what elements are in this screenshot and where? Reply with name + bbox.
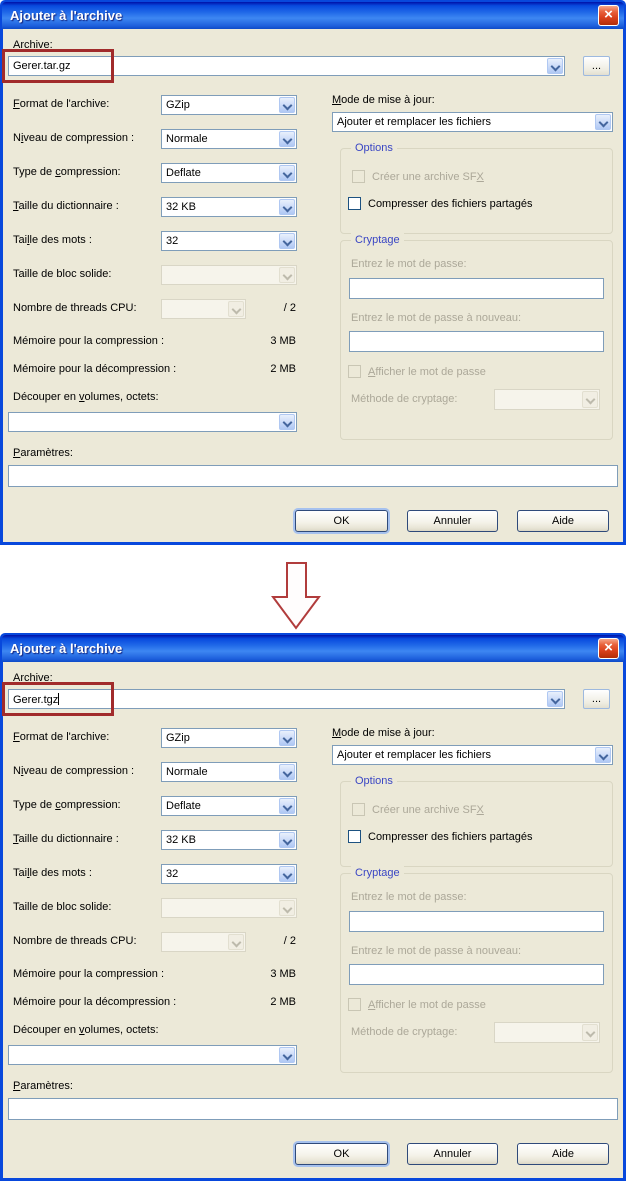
- password-label: Entrez le mot de passe:: [351, 258, 467, 270]
- password-reenter-label: Entrez le mot de passe à nouveau:: [351, 312, 521, 324]
- password-reenter-input: [349, 331, 604, 352]
- memory-decompress-value: 2 MB: [270, 363, 296, 375]
- help-button[interactable]: Aide: [517, 1143, 609, 1165]
- show-password-label: Afficher le mot de passe: [368, 999, 486, 1011]
- memory-compress-value: 3 MB: [270, 335, 296, 347]
- down-arrow-shape: [273, 563, 319, 628]
- sfx-checkbox: [352, 803, 365, 816]
- encryption-group-title: Cryptage: [351, 233, 404, 247]
- level-combobox[interactable]: Normale: [161, 129, 297, 149]
- word-size-label: Taille des mots :: [13, 867, 92, 879]
- solid-block-label: Taille de bloc solide:: [13, 268, 112, 280]
- show-password-checkbox: [348, 365, 361, 378]
- cpu-threads-label: Nombre de threads CPU:: [13, 302, 137, 314]
- dictionary-combobox[interactable]: 32 KB: [161, 197, 297, 217]
- password-label: Entrez le mot de passe:: [351, 891, 467, 903]
- update-mode-label: Mode de mise à jour:: [332, 94, 435, 106]
- chevron-down-icon[interactable]: [279, 798, 295, 814]
- format-combobox[interactable]: GZip: [161, 95, 297, 115]
- dialog-body: [3, 662, 623, 1178]
- chevron-down-icon[interactable]: [279, 131, 295, 147]
- sfx-checkbox: [352, 170, 365, 183]
- memory-decompress-label: Mémoire pour la décompression :: [13, 363, 177, 375]
- compress-shared-checkbox[interactable]: [348, 197, 361, 210]
- encryption-method-combobox: [494, 1022, 600, 1043]
- dialog-title: Ajouter à l'archive: [10, 641, 123, 656]
- sfx-label: Créer une archive SFX: [372, 804, 484, 816]
- update-mode-combobox[interactable]: Ajouter et remplacer les fichiers: [332, 745, 613, 765]
- sfx-label: Créer une archive SFX: [372, 171, 484, 183]
- chevron-down-icon[interactable]: [279, 1047, 295, 1063]
- password-input: [349, 278, 604, 299]
- cpu-threads-label: Nombre de threads CPU:: [13, 935, 137, 947]
- chevron-down-icon: [582, 1024, 598, 1041]
- chevron-down-icon[interactable]: [595, 114, 611, 130]
- chevron-down-icon: [279, 267, 295, 283]
- compress-shared-checkbox[interactable]: [348, 830, 361, 843]
- archive-label: Archive:: [13, 39, 53, 51]
- options-group: [340, 142, 613, 234]
- split-volumes-combobox[interactable]: [8, 1045, 297, 1065]
- chevron-down-icon: [279, 900, 295, 916]
- add-to-archive-dialog: [0, 0, 626, 545]
- archive-label: Archive:: [13, 672, 53, 684]
- format-label: Format de l'archive:: [13, 731, 110, 743]
- parameters-label: Paramètres:: [13, 1080, 73, 1092]
- method-combobox[interactable]: Deflate: [161, 796, 297, 816]
- ok-button[interactable]: OK: [295, 1143, 388, 1165]
- word-size-label: Taille des mots :: [13, 234, 92, 246]
- compress-shared-label: Compresser des fichiers partagés: [368, 198, 533, 210]
- compress-shared-label: Compresser des fichiers partagés: [368, 831, 533, 843]
- solid-block-label: Taille de bloc solide:: [13, 901, 112, 913]
- solid-block-combobox: [161, 898, 297, 918]
- red-highlight-annotation: [2, 682, 114, 716]
- browse-button[interactable]: ...: [583, 689, 610, 709]
- cpu-threads-max: / 2: [283, 935, 296, 947]
- chevron-down-icon[interactable]: [279, 97, 295, 113]
- method-combobox[interactable]: Deflate: [161, 163, 297, 183]
- chevron-down-icon[interactable]: [279, 199, 295, 215]
- chevron-down-icon[interactable]: [279, 730, 295, 746]
- memory-decompress-value: 2 MB: [270, 996, 296, 1008]
- level-label: Niveau de compression :: [13, 132, 135, 144]
- cancel-button[interactable]: Annuler: [407, 1143, 498, 1165]
- password-reenter-label: Entrez le mot de passe à nouveau:: [351, 945, 521, 957]
- dictionary-label: Taille du dictionnaire :: [13, 833, 119, 845]
- encryption-method-label: Méthode de cryptage:: [351, 393, 458, 405]
- chevron-down-icon[interactable]: [279, 764, 295, 780]
- password-input: [349, 911, 604, 932]
- title-bar: [2, 635, 624, 662]
- memory-decompress-label: Mémoire pour la décompression :: [13, 996, 177, 1008]
- archive-value: Gerer.tar.gz: [13, 60, 71, 72]
- chevron-down-icon[interactable]: [279, 832, 295, 848]
- chevron-down-icon[interactable]: [279, 233, 295, 249]
- level-combobox[interactable]: Normale: [161, 762, 297, 782]
- word-size-combobox[interactable]: 32: [161, 864, 297, 884]
- solid-block-combobox: [161, 265, 297, 285]
- chevron-down-icon[interactable]: [547, 691, 563, 707]
- add-to-archive-dialog: [0, 633, 626, 1181]
- chevron-down-icon: [582, 391, 598, 408]
- dictionary-combobox[interactable]: 32 KB: [161, 830, 297, 850]
- word-size-combobox[interactable]: 32: [161, 231, 297, 251]
- cancel-button[interactable]: Annuler: [407, 510, 498, 532]
- format-label: Format de l'archive:: [13, 98, 110, 110]
- encryption-method-label: Méthode de cryptage:: [351, 1026, 458, 1038]
- archive-value: Gerer.tgz: [13, 694, 59, 706]
- parameters-input[interactable]: [8, 465, 618, 487]
- encryption-group-title: Cryptage: [351, 866, 404, 880]
- password-reenter-input: [349, 964, 604, 985]
- chevron-down-icon[interactable]: [279, 866, 295, 882]
- options-group-title: Options: [351, 141, 397, 155]
- transform-down-arrow: [258, 554, 334, 632]
- encryption-group: [340, 867, 613, 1073]
- show-password-checkbox: [348, 998, 361, 1011]
- ok-button[interactable]: OK: [295, 510, 388, 532]
- update-mode-combobox[interactable]: Ajouter et remplacer les fichiers: [332, 112, 613, 132]
- parameters-input[interactable]: [8, 1098, 618, 1120]
- chevron-down-icon[interactable]: [279, 414, 295, 430]
- split-volumes-label: Découper en volumes, octets:: [13, 391, 159, 403]
- title-bar: [2, 2, 624, 29]
- show-password-label: Afficher le mot de passe: [368, 366, 486, 378]
- format-combobox[interactable]: GZip: [161, 728, 297, 748]
- encryption-method-combobox: [494, 389, 600, 410]
- dialog-title: Ajouter à l'archive: [10, 8, 123, 23]
- dictionary-label: Taille du dictionnaire :: [13, 200, 119, 212]
- options-group: [340, 775, 613, 867]
- cpu-threads-max: / 2: [283, 302, 296, 314]
- browse-button[interactable]: ...: [583, 56, 610, 76]
- red-highlight-annotation: [2, 49, 114, 83]
- dialog-body: [3, 29, 623, 542]
- method-label: Type de compression:: [13, 799, 121, 811]
- method-label: Type de compression:: [13, 166, 121, 178]
- close-icon[interactable]: ×: [598, 5, 619, 26]
- level-label: Niveau de compression :: [13, 765, 135, 777]
- chevron-down-icon[interactable]: [547, 58, 563, 74]
- options-group-title: Options: [351, 774, 397, 788]
- memory-compress-value: 3 MB: [270, 968, 296, 980]
- parameters-label: Paramètres:: [13, 447, 73, 459]
- chevron-down-icon[interactable]: [279, 165, 295, 181]
- update-mode-label: Mode de mise à jour:: [332, 727, 435, 739]
- memory-compress-label: Mémoire pour la compression :: [13, 335, 165, 347]
- memory-compress-label: Mémoire pour la compression :: [13, 968, 165, 980]
- help-button[interactable]: Aide: [517, 510, 609, 532]
- split-volumes-label: Découper en volumes, octets:: [13, 1024, 159, 1036]
- close-icon[interactable]: ×: [598, 638, 619, 659]
- chevron-down-icon[interactable]: [595, 747, 611, 763]
- split-volumes-combobox[interactable]: [8, 412, 297, 432]
- encryption-group: [340, 234, 613, 440]
